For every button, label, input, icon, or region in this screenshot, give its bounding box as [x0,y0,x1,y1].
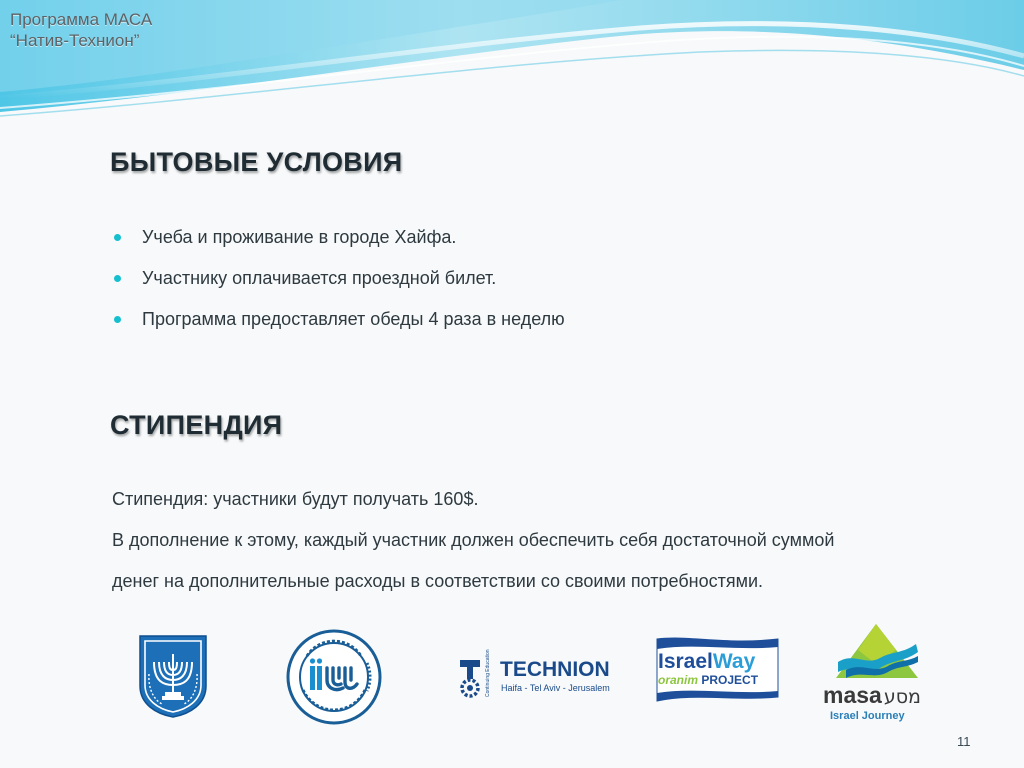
masa-wordmark [823,682,921,710]
program-title [10,9,152,51]
bullet-dot-icon [114,234,121,241]
israel-emblem-logo [138,634,208,718]
oranim-word: oranim [658,673,699,687]
list-item-text: Участнику оплачивается проездной билет. [142,268,497,288]
masa-hebrew: מסע [883,686,921,708]
program-title-line-2: “Натив-Технион” [10,31,140,50]
project-word: PROJECT [698,673,759,687]
section-title-stipend: СТИПЕНДИЯ [110,410,283,440]
technion-cities: Haifa - Tel Aviv - Jerusalem [501,683,610,693]
list-item-text: Учеба и проживание в городе Хайфа. [142,227,457,247]
stipend-text-block [112,487,834,610]
israelway-oranim-logo [655,635,780,710]
israelway-name-part2: Way [712,650,756,673]
section-title-living-conditions: БЫТОВЫЕ УСЛОВИЯ [110,147,403,177]
header-wave-decoration [0,0,1024,120]
technion-gear-icon [458,658,482,698]
israelway-name [658,651,755,673]
stipend-paragraph: В дополнение к этому, каждый участник должен обеспечить себя достаточной суммой [112,530,835,550]
technion-name: TECHNION [500,658,610,681]
list-item [112,307,565,348]
masa-tagline: Israel Journey [830,710,905,722]
nativ-seal-logo [285,628,383,726]
masa-mountain-icon [836,622,920,680]
stipend-paragraph: денег на дополнительные расходы в соответствии со своими потребностями. [112,571,764,591]
page-number: 11 [957,734,971,749]
bullet-dot-icon [114,275,121,282]
technion-side-caption: Continuing Education [485,649,491,697]
list-item [112,266,565,307]
stipend-paragraph: Стипендия: участники будут получать 160$. [112,489,479,509]
masa-israel-journey-logo [818,622,933,732]
israelway-name-part1: Israel [658,650,713,673]
masa-name: masa [823,682,882,708]
technion-logo [458,649,610,706]
bullet-dot-icon [114,316,121,323]
program-title-line-1: Программа МАСА [10,10,153,29]
list-item-text: Программа предоставляет обеды 4 раза в неделю [142,309,565,329]
oranim-project-caption [658,674,758,687]
list-item [112,225,565,266]
partner-logos-strip [0,620,1024,735]
living-conditions-list [112,225,565,348]
